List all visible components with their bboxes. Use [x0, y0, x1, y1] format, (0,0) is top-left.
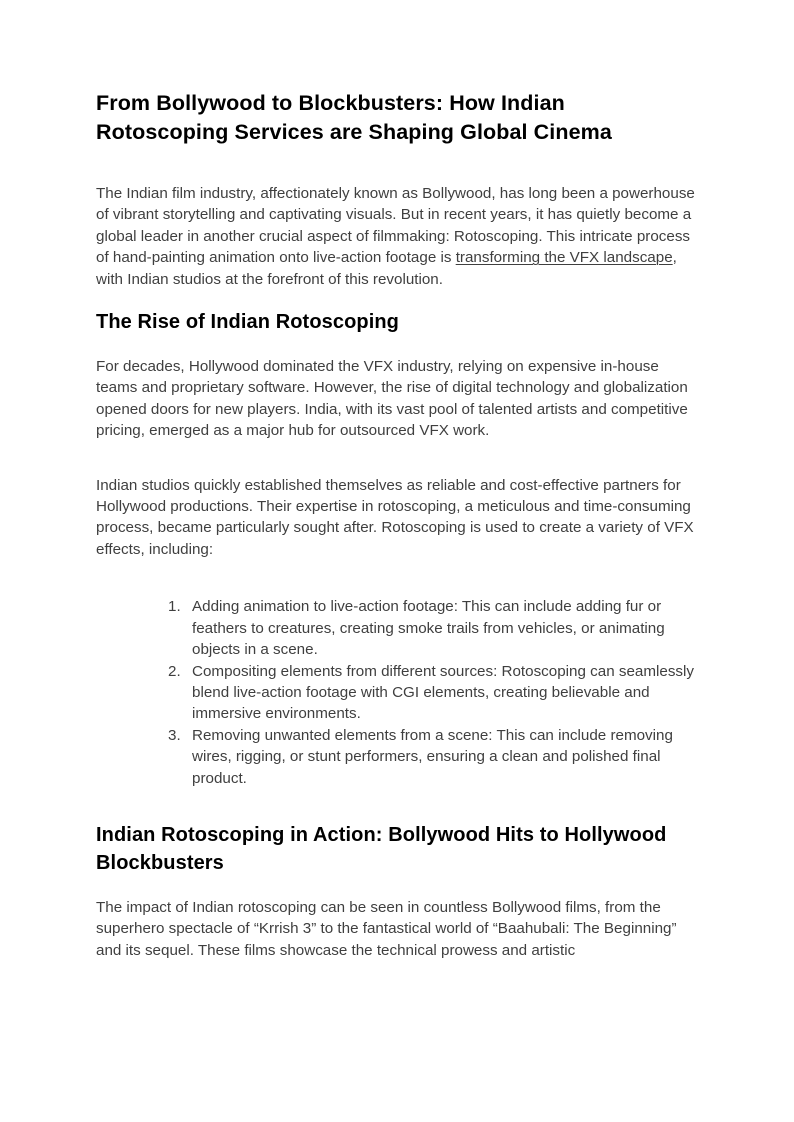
list-item — [96, 725, 698, 789]
intro-text-before-link: The Indian film industry, affectionately known as Bollywood, has long been a powerhouse of vibrant storytelling and captivating visuals. But in recent years, it has quietly become a global leader in another crucial aspect of filmmaking: Rotoscoping. This intricate process of hand-painting animation onto live-action footage is — [96, 185, 695, 267]
vfx-landscape-link[interactable]: transforming the VFX landscape — [455, 249, 673, 267]
paragraph-decades: For decades, Hollywood dominated the VFX industry, relying on expensive in-house teams and proprietary software. However, the rise of digital technology and globalization opened doors for new players. India, with its vast pool of talented artists and competitive pricing, emerged as a major hub for outsourced VFX work. — [96, 358, 688, 440]
paragraph-impact: The impact of Indian rotoscoping can be seen in countless Bollywood films, from the superhero spectacle of “Krrish 3” to the fantastical world of “Baahubali: The Beginning” and its sequel. These films showcase the technical prowess and artistic — [96, 898, 677, 959]
list-item-text: Adding animation to live-action footage: This can include adding fur or feathers to creatures, creating smoke trails from vehicles, or animating objects in a scene. — [192, 598, 665, 659]
list-item-text: Compositing elements from different sources: Rotoscoping can seamlessly blend live-action footage with CGI elements, creating believable and immersive environments. — [192, 662, 694, 723]
intro-paragraph — [96, 183, 698, 290]
list-item-number: 1. — [168, 598, 181, 616]
section-heading-action: Indian Rotoscoping in Action: Bollywood Hits to Hollywood Blockbusters — [96, 823, 667, 874]
document-title: From Bollywood to Blockbusters: How Indian Rotoscoping Services are Shaping Global Cinema — [96, 91, 612, 144]
list-item — [96, 661, 698, 725]
list-item — [96, 596, 698, 660]
paragraph-studios: Indian studios quickly established themselves as reliable and cost-effective partners for Hollywood productions. Their expertise in rotoscoping, a meticulous and time-consuming process, became particularly sought after. Rotoscoping is used to create a variety of VFX effects, including: — [96, 476, 694, 558]
list-item-number: 3. — [168, 726, 181, 744]
vfx-effects-numbered-list — [96, 596, 698, 789]
section-heading-rise: The Rise of Indian Rotoscoping — [96, 311, 399, 334]
list-item-text: Removing unwanted elements from a scene: This can include removing wires, rigging, or stunt performers, ensuring a clean and polished final product. — [192, 726, 673, 787]
list-item-number: 2. — [168, 662, 181, 680]
intro-text-after-link: , with Indian studios at the forefront of this revolution. — [96, 249, 677, 288]
